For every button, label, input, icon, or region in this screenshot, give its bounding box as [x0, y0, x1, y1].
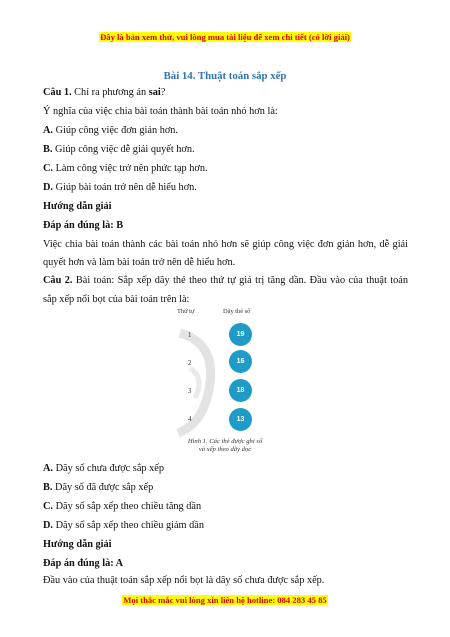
question-1-heading — [43, 86, 408, 100]
figure-header-cards: Dãy thẻ số — [223, 308, 251, 315]
option-key: C. — [43, 501, 54, 512]
hotline-text: Mọi thắc mắc vui lòng xin liên hệ hotline: 084 283 45 85 — [123, 595, 327, 605]
question-1-option-c — [43, 162, 408, 176]
option-key: D. — [43, 520, 54, 531]
option-text: Giúp công việc dễ giải quyết hơn. — [52, 144, 195, 155]
question-2-answer — [43, 557, 408, 571]
question-1-guide-heading — [43, 200, 408, 214]
preview-notice-banner — [0, 27, 450, 45]
question-1-option-d — [43, 181, 408, 195]
question-2-text: Bài toán: Sắp xếp dãy thẻ theo thứ tự giá trị tăng dần. Đầu vào của thuật toán sắp xếp nổi bọt của bài toán trên là: — [43, 275, 408, 305]
option-key: A. — [43, 463, 54, 474]
question-1-option-b — [43, 143, 408, 157]
lesson-title: Bài 14. Thuật toán sắp xếp — [163, 70, 287, 82]
figure-caption-line: và xếp theo dãy dọc — [198, 446, 252, 453]
figure-header-order: Thứ tự — [177, 308, 195, 315]
question-1-answer — [43, 219, 408, 233]
question-1-option-a — [43, 124, 408, 138]
question-1-text: Chỉ ra phương án — [71, 87, 149, 98]
option-text: Giúp bài toán trở nên dễ hiểu hơn. — [53, 182, 197, 193]
option-key: A. — [43, 125, 54, 136]
question-1-text-end: ? — [160, 87, 166, 98]
guide-heading-text: Hướng dẫn giải — [43, 201, 112, 212]
question-2-explanation: Đầu vào của thuật toán sắp xếp nổi bọt là dãy số chưa được sắp xếp. — [43, 575, 325, 586]
option-text: Giúp công việc đơn giản hơn. — [53, 125, 179, 136]
preview-notice-text: Đây là bản xem thử, vui lòng mua tài liệu để xem chi tiết (có lời giải) — [100, 32, 350, 42]
question-2-heading — [43, 271, 408, 309]
number-card: 13 — [229, 408, 252, 431]
question-1-explanation: Việc chia bài toán thành các bài toán nhỏ hơn sẽ giúp công việc đơn giản hơn, dễ giải quyết hơn và làm bài toán trở nên dễ hiểu hơn. — [43, 239, 408, 268]
number-card: 16 — [229, 350, 252, 373]
option-key: B. — [43, 482, 53, 493]
option-text: Dãy số sắp xếp theo chiều giảm dần — [53, 520, 204, 531]
figure-order-number: 4 — [188, 416, 192, 423]
option-text: Làm công việc trở nên phức tạp hơn. — [53, 163, 208, 174]
option-key: C. — [43, 163, 54, 174]
number-card: 18 — [229, 379, 252, 402]
question-2-guide-heading — [43, 538, 408, 552]
question-2-option-a — [43, 462, 408, 476]
card-sequence-figure — [165, 308, 285, 458]
figure-caption — [165, 438, 285, 454]
number-card: 19 — [229, 323, 252, 346]
option-key: D. — [43, 182, 54, 193]
option-text: Dãy số đã được sắp xếp — [52, 482, 154, 493]
question-2-option-d — [43, 519, 408, 533]
answer-text: Đáp án đúng là: B — [43, 220, 124, 231]
question-2-label: Câu 2. — [43, 275, 73, 286]
question-1-emphasis: sai — [148, 87, 161, 98]
question-1-prompt: Ý nghĩa của việc chia bài toán thành bài toán nhỏ hơn là: — [43, 106, 278, 117]
question-1-label: Câu 1. — [43, 87, 72, 98]
option-text: Dãy số sắp xếp theo chiều tăng dần — [53, 501, 202, 512]
figure-caption-line: Hình 1. Các thẻ được ghi số — [187, 438, 263, 445]
option-text: Dãy số chưa được sắp xếp — [53, 463, 164, 474]
figure-order-number: 1 — [188, 332, 192, 339]
figure-order-number: 3 — [188, 388, 192, 395]
question-2-option-b — [43, 481, 408, 495]
question-2-option-c — [43, 500, 408, 514]
guide-heading-text: Hướng dẫn giải — [43, 539, 112, 550]
watermark-graphic — [170, 328, 230, 438]
option-key: B. — [43, 144, 53, 155]
hotline-banner — [0, 590, 450, 608]
figure-order-number: 2 — [188, 360, 192, 367]
answer-text: Đáp án đúng là: A — [43, 558, 124, 569]
